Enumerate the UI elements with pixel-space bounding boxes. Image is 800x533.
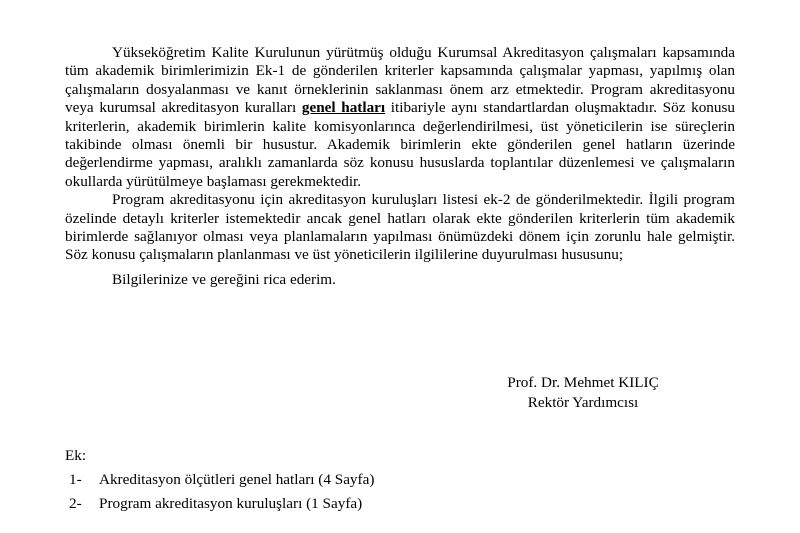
paragraph-1-text-start: Yükseköğretim Kalite Kurulunun yürütmüş olduğu Kurumsal Akreditasyon çalışmaları kapsamında tüm akademik birimlerimizin Ek-1 de gönderilen kriterler kapsamında çalışmalar yapması, yapılmış olan çalışmaların dosyalanması ve kanıt örneklerinin saklanması önem arz etmektedir. Program akreditasyonu veya kurumsal akreditasyon kuralları bbox=[65, 44, 735, 117]
paragraph-1-text-end: itibariyle aynı standartlardan oluşmaktadır. Söz konusu kriterlerin, akademik birimlerin kalite komisyonlarınca değerlendirilmesi, üst yöneticilerin ise süreçlerin takibinde olması önemli bir husustur. Akademik birimlerin ekte gönderilen genel hatların üzerinde değerlendirme yapması, aralıklı zamanlarda söz konusu hususlarda toplantılar düzenlemesi ve çalışmaların okullarda yürütülmeye başlaması gerekmektedir. bbox=[65, 99, 735, 190]
letter-body bbox=[65, 44, 735, 289]
closing-line: Bilgilerinize ve gereğini rica ederim. bbox=[112, 270, 336, 288]
paragraph-1 bbox=[65, 44, 735, 191]
attachments-section bbox=[65, 444, 374, 516]
signature-block bbox=[460, 373, 706, 413]
attachment-number: 1- bbox=[69, 471, 82, 488]
attachment-text: Program akreditasyon kuruluşları (1 Sayfa) bbox=[99, 495, 363, 512]
paragraph-2: Program akreditasyonu için akreditasyon kuruluşları listesi ek-2 de gönderilmektedir. İlgili program özelinde detaylı kriterler istemektedir ancak genel hatları olarak ekte gönderilen kriterlerin tüm akademik birimlerde sağlanıyor olması veya planlamaların yapılması önümüzdeki dönem için zorunlu hale gelmiştir. Söz konusu çalışmaların planlanması ve üst yöneticilerin ilgililerine duyurulması hususunu; bbox=[65, 191, 735, 264]
attachment-number: 2- bbox=[69, 495, 82, 512]
signatory-name: Prof. Dr. Mehmet KILIÇ bbox=[507, 374, 659, 391]
attachment-item bbox=[65, 492, 374, 516]
attachment-item bbox=[65, 468, 374, 492]
attachment-text: Akreditasyon ölçütleri genel hatları (4 Sayfa) bbox=[99, 471, 375, 488]
emphasis-genel-hatlari: genel hatları bbox=[301, 99, 386, 117]
attachments-heading: Ek: bbox=[65, 447, 87, 464]
signatory-title: Rektör Yardımcısı bbox=[527, 394, 639, 411]
